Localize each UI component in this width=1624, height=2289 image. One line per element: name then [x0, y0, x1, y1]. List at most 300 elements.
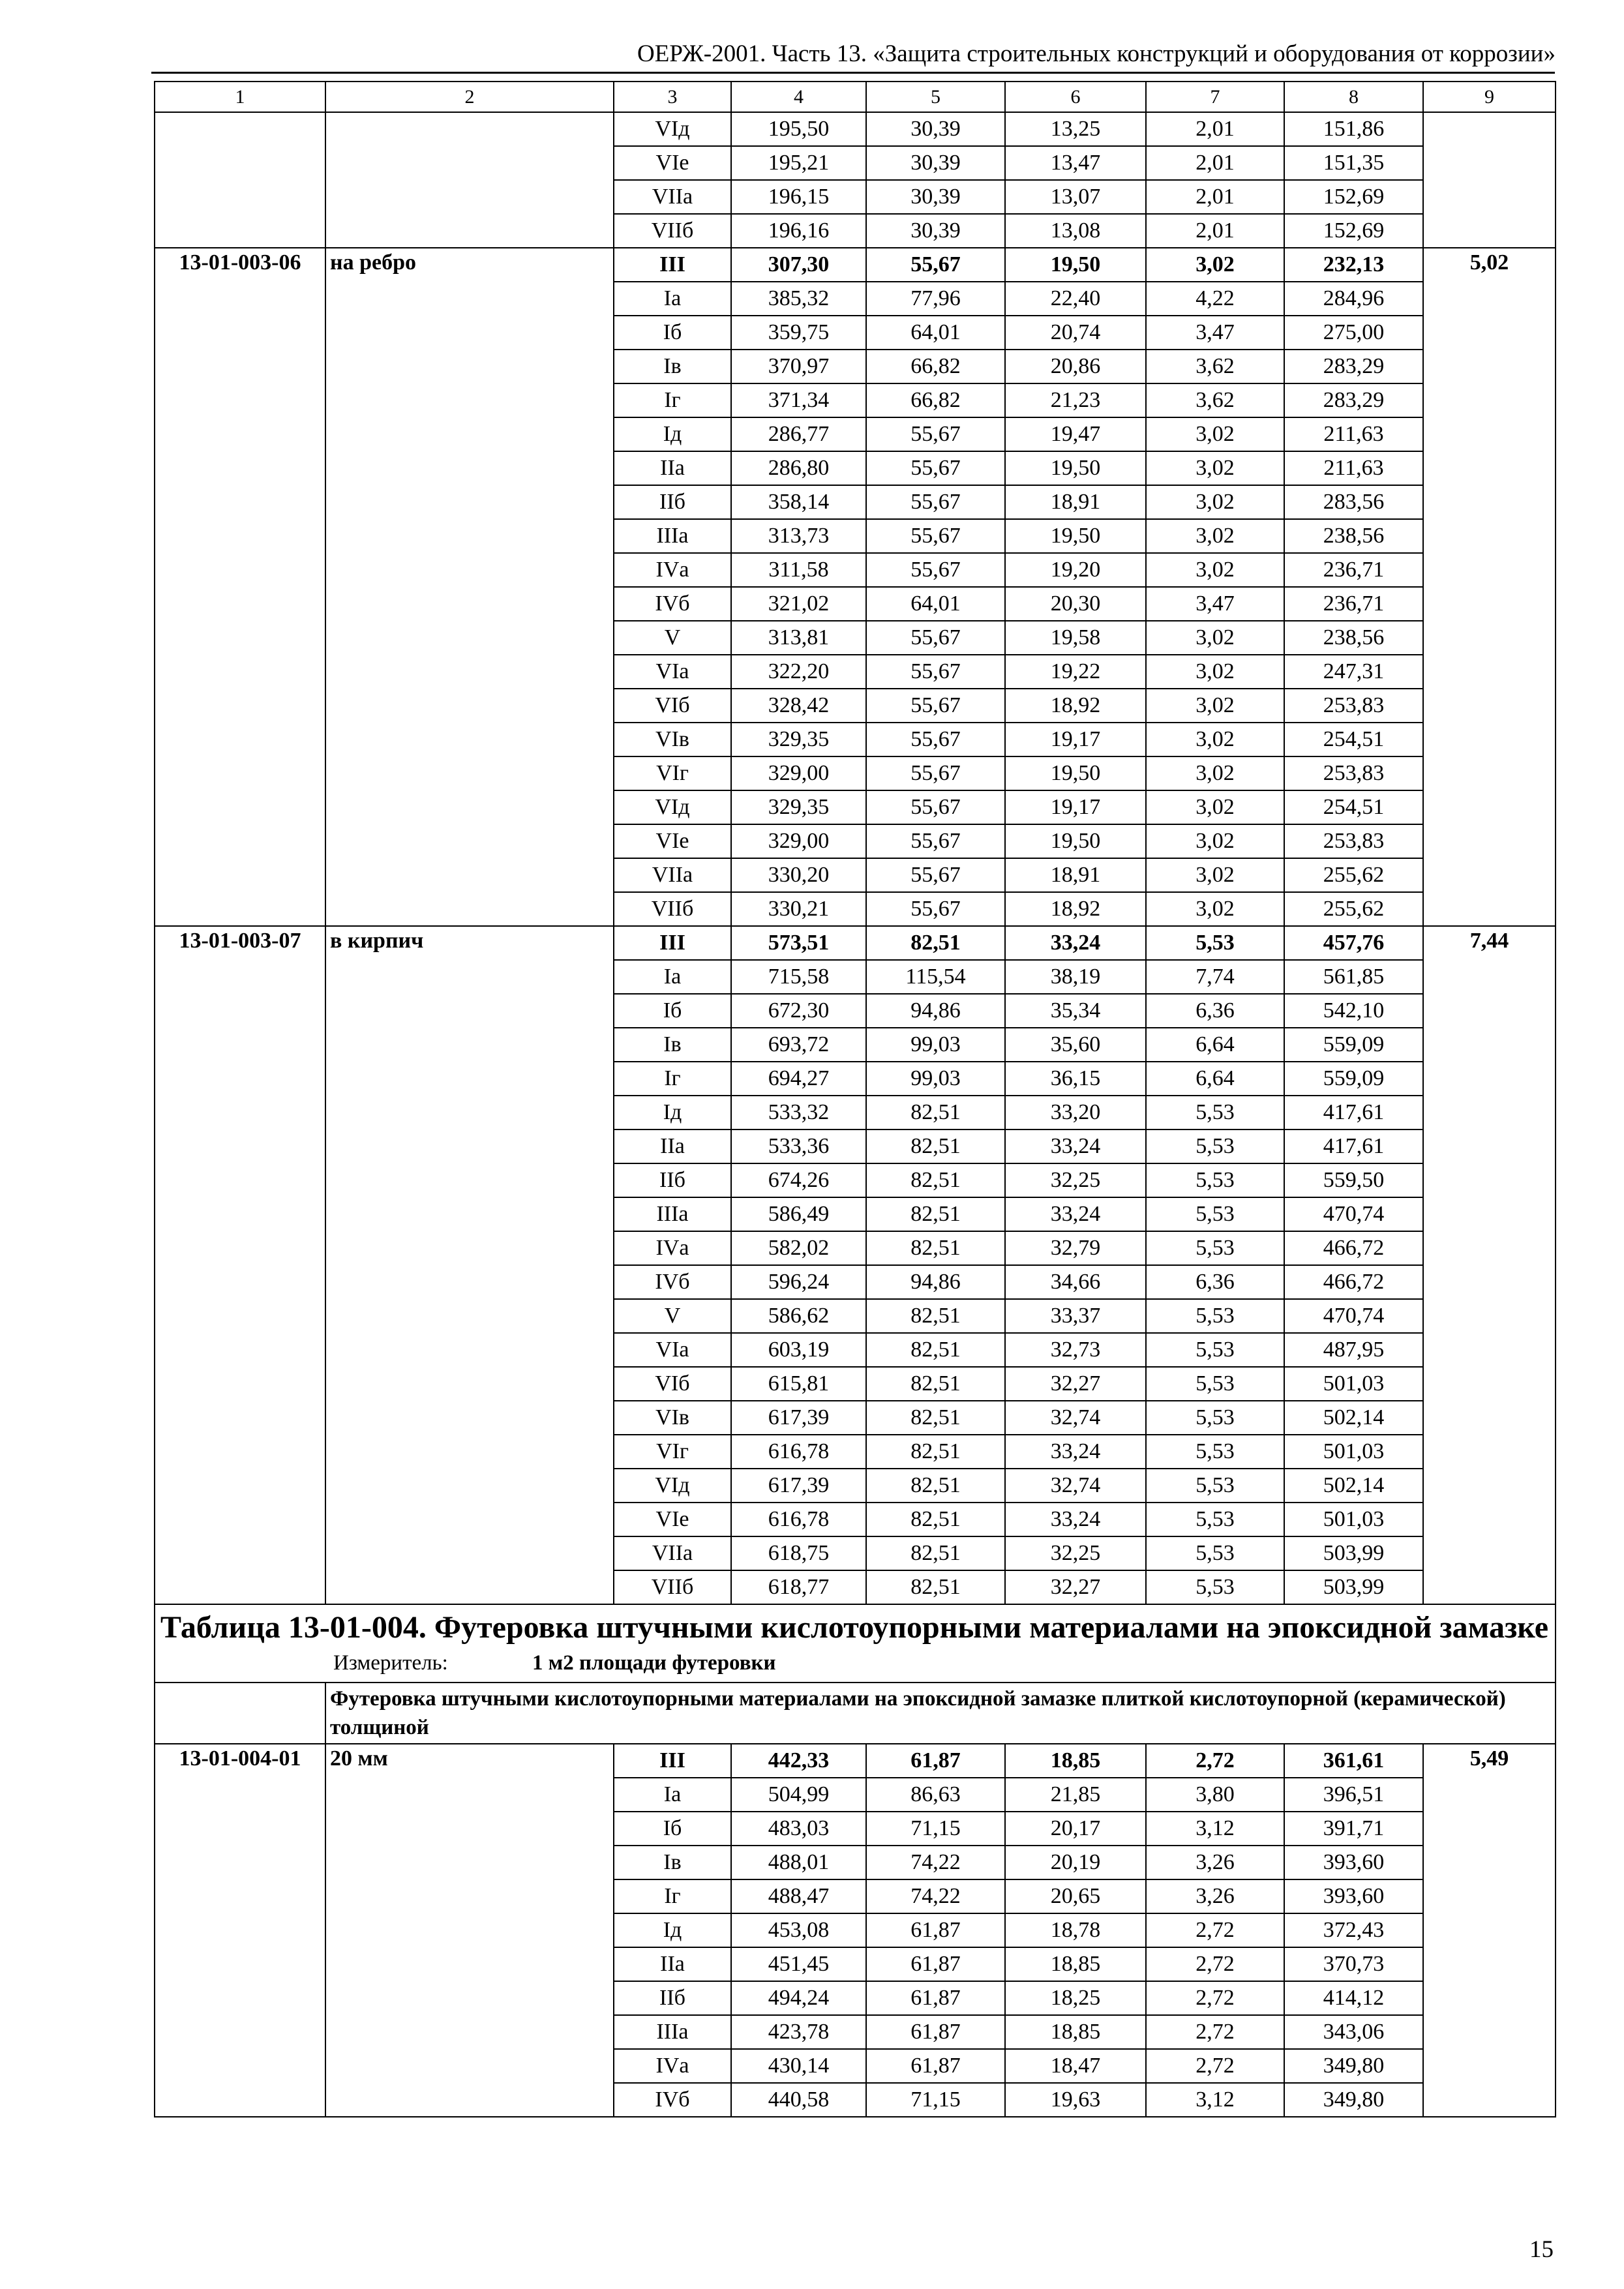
wages-cell: 82,51: [866, 1435, 1005, 1469]
machinist-wages-cell: 5,53: [1146, 1536, 1284, 1570]
machines-cell: 35,34: [1005, 994, 1146, 1028]
machines-cell: 20,74: [1005, 316, 1146, 350]
direct-costs-cell: 330,20: [731, 858, 866, 892]
direct-costs-cell: 603,19: [731, 1333, 866, 1367]
machinist-wages-cell: 6,36: [1146, 1265, 1284, 1299]
wages-cell: 82,51: [866, 1536, 1005, 1570]
machinist-wages-cell: 3,02: [1146, 417, 1284, 451]
zone-cell: Iв: [614, 1846, 731, 1879]
machines-cell: 35,60: [1005, 1028, 1146, 1062]
item-code-cell: [155, 112, 325, 248]
direct-costs-cell: 195,50: [731, 112, 866, 146]
materials-cell: 349,80: [1284, 2049, 1423, 2083]
machines-cell: 19,58: [1005, 621, 1146, 655]
zone-cell: Iа: [614, 1778, 731, 1812]
wages-cell: 77,96: [866, 282, 1005, 316]
materials-cell: 211,63: [1284, 417, 1423, 451]
zone-cell: VIд: [614, 1469, 731, 1503]
machinist-wages-cell: 3,02: [1146, 519, 1284, 553]
zone-cell: VIIб: [614, 892, 731, 926]
zone-cell: Iд: [614, 1096, 731, 1130]
machinist-wages-cell: 3,02: [1146, 451, 1284, 485]
machinist-wages-cell: 3,02: [1146, 553, 1284, 587]
materials-cell: 255,62: [1284, 858, 1423, 892]
machinist-wages-cell: 3,02: [1146, 892, 1284, 926]
machines-cell: 18,85: [1005, 1947, 1146, 1981]
wages-cell: 66,82: [866, 350, 1005, 383]
section-description-row: [155, 1683, 1556, 1744]
direct-costs-cell: 694,27: [731, 1062, 866, 1096]
zone-cell: IIб: [614, 1981, 731, 2015]
wages-cell: 82,51: [866, 926, 1005, 960]
materials-cell: 487,95: [1284, 1333, 1423, 1367]
machines-cell: 32,74: [1005, 1401, 1146, 1435]
materials-cell: 283,29: [1284, 350, 1423, 383]
direct-costs-cell: 313,81: [731, 621, 866, 655]
column-number-cell: 5: [866, 82, 1005, 112]
materials-cell: 396,51: [1284, 1778, 1423, 1812]
wages-cell: 82,51: [866, 1469, 1005, 1503]
machinist-wages-cell: 2,72: [1146, 1981, 1284, 2015]
machinist-wages-cell: 5,53: [1146, 1096, 1284, 1130]
column-number-cell: 2: [325, 82, 614, 112]
machines-cell: 13,07: [1005, 180, 1146, 214]
materials-cell: 372,43: [1284, 1913, 1423, 1947]
materials-cell: 502,14: [1284, 1469, 1423, 1503]
wages-cell: 82,51: [866, 1570, 1005, 1604]
machines-cell: 21,85: [1005, 1778, 1146, 1812]
machinist-wages-cell: 6,64: [1146, 1062, 1284, 1096]
machines-cell: 20,30: [1005, 587, 1146, 621]
machinist-wages-cell: 5,53: [1146, 1570, 1284, 1604]
machines-cell: 20,86: [1005, 350, 1146, 383]
wages-cell: 30,39: [866, 146, 1005, 180]
machinist-wages-cell: 5,53: [1146, 1435, 1284, 1469]
table-row: [155, 248, 1556, 282]
direct-costs-cell: 330,21: [731, 892, 866, 926]
machines-cell: 32,25: [1005, 1163, 1146, 1197]
column-number-cell: 8: [1284, 82, 1423, 112]
direct-costs-cell: 494,24: [731, 1981, 866, 2015]
direct-costs-cell: 617,39: [731, 1401, 866, 1435]
zone-cell: III: [614, 248, 731, 282]
wages-cell: 55,67: [866, 723, 1005, 756]
materials-cell: 559,09: [1284, 1062, 1423, 1096]
machines-cell: 33,24: [1005, 1197, 1146, 1231]
machinist-wages-cell: 5,53: [1146, 1401, 1284, 1435]
labor-cost-cell: [1423, 112, 1556, 248]
wages-cell: 115,54: [866, 960, 1005, 994]
zone-cell: Iв: [614, 1028, 731, 1062]
zone-cell: III: [614, 1744, 731, 1778]
machinist-wages-cell: 6,36: [1146, 994, 1284, 1028]
machinist-wages-cell: 2,01: [1146, 214, 1284, 248]
machinist-wages-cell: 3,02: [1146, 621, 1284, 655]
materials-cell: 152,69: [1284, 214, 1423, 248]
machinist-wages-cell: 3,02: [1146, 790, 1284, 824]
description-cell: [325, 1683, 1556, 1744]
wages-cell: 55,67: [866, 519, 1005, 553]
materials-cell: 236,71: [1284, 587, 1423, 621]
materials-cell: 151,86: [1284, 112, 1423, 146]
wages-cell: 30,39: [866, 214, 1005, 248]
machinist-wages-cell: 3,80: [1146, 1778, 1284, 1812]
labor-cost-cell: 5,49: [1423, 1744, 1556, 2117]
machinist-wages-cell: 2,72: [1146, 1744, 1284, 1778]
machines-cell: 18,25: [1005, 1981, 1146, 2015]
wages-cell: 55,67: [866, 553, 1005, 587]
materials-cell: 393,60: [1284, 1846, 1423, 1879]
wages-cell: 66,82: [866, 383, 1005, 417]
machines-cell: 32,27: [1005, 1367, 1146, 1401]
page-number: 15: [1529, 2236, 1554, 2263]
machines-cell: 13,47: [1005, 146, 1146, 180]
wages-cell: 94,86: [866, 994, 1005, 1028]
zone-cell: IIб: [614, 1163, 731, 1197]
zone-cell: IIIа: [614, 519, 731, 553]
zone-cell: VIе: [614, 146, 731, 180]
machines-cell: 38,19: [1005, 960, 1146, 994]
machines-cell: 18,78: [1005, 1913, 1146, 1947]
machines-cell: 13,25: [1005, 112, 1146, 146]
machines-cell: 18,92: [1005, 689, 1146, 723]
direct-costs-cell: 321,02: [731, 587, 866, 621]
wages-cell: 99,03: [866, 1028, 1005, 1062]
materials-cell: 255,62: [1284, 892, 1423, 926]
wages-cell: 82,51: [866, 1401, 1005, 1435]
zone-cell: VIIа: [614, 858, 731, 892]
table-title: Таблица 13-01-004. Футеровка штучными кислотоупорными материалами на эпоксидной замазке: [160, 1610, 1549, 1645]
machinist-wages-cell: 3,02: [1146, 756, 1284, 790]
materials-cell: 254,51: [1284, 790, 1423, 824]
machinist-wages-cell: 3,26: [1146, 1846, 1284, 1879]
direct-costs-cell: 313,73: [731, 519, 866, 553]
wages-cell: 71,15: [866, 2083, 1005, 2117]
machinist-wages-cell: 5,53: [1146, 1231, 1284, 1265]
zone-cell: VIIб: [614, 1570, 731, 1604]
zone-cell: IIа: [614, 1130, 731, 1163]
direct-costs-cell: 286,77: [731, 417, 866, 451]
machines-cell: 18,91: [1005, 858, 1146, 892]
column-number-cell: 1: [155, 82, 325, 112]
materials-cell: 501,03: [1284, 1367, 1423, 1401]
wages-cell: 99,03: [866, 1062, 1005, 1096]
direct-costs-cell: 586,62: [731, 1299, 866, 1333]
machines-cell: 13,08: [1005, 214, 1146, 248]
description-spacer-cell: [155, 1683, 325, 1744]
wages-cell: 55,67: [866, 892, 1005, 926]
machines-cell: 33,37: [1005, 1299, 1146, 1333]
direct-costs-cell: 453,08: [731, 1913, 866, 1947]
zone-cell: VIIа: [614, 180, 731, 214]
zone-cell: IIб: [614, 485, 731, 519]
direct-costs-cell: 322,20: [731, 655, 866, 689]
zone-cell: Iа: [614, 960, 731, 994]
wages-cell: 30,39: [866, 112, 1005, 146]
direct-costs-cell: 616,78: [731, 1503, 866, 1536]
materials-cell: 559,09: [1284, 1028, 1423, 1062]
zone-cell: III: [614, 926, 731, 960]
direct-costs-cell: 483,03: [731, 1812, 866, 1846]
materials-cell: 151,35: [1284, 146, 1423, 180]
machines-cell: 19,50: [1005, 519, 1146, 553]
direct-costs-cell: 196,15: [731, 180, 866, 214]
machinist-wages-cell: 5,53: [1146, 1367, 1284, 1401]
wages-cell: 82,51: [866, 1096, 1005, 1130]
zone-cell: Iг: [614, 1062, 731, 1096]
direct-costs-cell: 440,58: [731, 2083, 866, 2117]
machinist-wages-cell: 3,26: [1146, 1879, 1284, 1913]
zone-cell: Iб: [614, 1812, 731, 1846]
labor-cost-cell: 5,02: [1423, 248, 1556, 926]
machines-cell: 19,17: [1005, 723, 1146, 756]
machines-cell: 19,63: [1005, 2083, 1146, 2117]
materials-cell: 457,76: [1284, 926, 1423, 960]
wages-cell: 61,87: [866, 1981, 1005, 2015]
direct-costs-cell: 328,42: [731, 689, 866, 723]
machines-cell: 33,24: [1005, 1503, 1146, 1536]
zone-cell: Iб: [614, 316, 731, 350]
materials-cell: 417,61: [1284, 1096, 1423, 1130]
zone-cell: Iг: [614, 383, 731, 417]
machinist-wages-cell: 2,72: [1146, 2015, 1284, 2049]
machinist-wages-cell: 3,47: [1146, 587, 1284, 621]
direct-costs-cell: 359,75: [731, 316, 866, 350]
zone-cell: IIIа: [614, 2015, 731, 2049]
materials-cell: 253,83: [1284, 824, 1423, 858]
machinist-wages-cell: 3,02: [1146, 248, 1284, 282]
wages-cell: 30,39: [866, 180, 1005, 214]
zone-cell: Iд: [614, 417, 731, 451]
wages-cell: 55,67: [866, 417, 1005, 451]
machines-cell: 20,19: [1005, 1846, 1146, 1879]
direct-costs-cell: 307,30: [731, 248, 866, 282]
table-row: [155, 112, 1556, 146]
materials-cell: 254,51: [1284, 723, 1423, 756]
machines-cell: 33,24: [1005, 926, 1146, 960]
item-name-cell: 20 мм: [325, 1744, 614, 2117]
direct-costs-cell: 618,77: [731, 1570, 866, 1604]
materials-cell: 238,56: [1284, 621, 1423, 655]
materials-cell: 275,00: [1284, 316, 1423, 350]
materials-cell: 502,14: [1284, 1401, 1423, 1435]
section-description: Футеровка штучными кислотоупорными материалами на эпоксидной замазке плиткой кислотоупорной (керамической) толщиной: [330, 1687, 1506, 1739]
direct-costs-cell: 329,00: [731, 824, 866, 858]
materials-cell: 211,63: [1284, 451, 1423, 485]
machines-cell: 19,47: [1005, 417, 1146, 451]
zone-cell: IIIа: [614, 1197, 731, 1231]
materials-cell: 501,03: [1284, 1435, 1423, 1469]
machines-cell: 20,17: [1005, 1812, 1146, 1846]
item-name-cell: в кирпич: [325, 926, 614, 1604]
item-code-cell: 13-01-003-07: [155, 926, 325, 1604]
machinist-wages-cell: 3,62: [1146, 383, 1284, 417]
zone-cell: Iа: [614, 282, 731, 316]
machinist-wages-cell: 3,02: [1146, 723, 1284, 756]
materials-cell: 284,96: [1284, 282, 1423, 316]
direct-costs-cell: 442,33: [731, 1744, 866, 1778]
zone-cell: VIа: [614, 655, 731, 689]
wages-cell: 61,87: [866, 2049, 1005, 2083]
wages-cell: 82,51: [866, 1333, 1005, 1367]
table-body: [155, 82, 1556, 2117]
materials-cell: 393,60: [1284, 1879, 1423, 1913]
zone-cell: VIIб: [614, 214, 731, 248]
machines-cell: 32,25: [1005, 1536, 1146, 1570]
wages-cell: 82,51: [866, 1163, 1005, 1197]
zone-cell: VIб: [614, 689, 731, 723]
machinist-wages-cell: 5,53: [1146, 1503, 1284, 1536]
header-rule: [151, 72, 1555, 74]
direct-costs-cell: 533,36: [731, 1130, 866, 1163]
materials-cell: 503,99: [1284, 1570, 1423, 1604]
meter-value: 1 м2 площади футеровки: [532, 1651, 776, 1675]
column-number-cell: 3: [614, 82, 731, 112]
materials-cell: 343,06: [1284, 2015, 1423, 2049]
wages-cell: 55,67: [866, 858, 1005, 892]
machinist-wages-cell: 5,53: [1146, 1197, 1284, 1231]
machines-cell: 19,17: [1005, 790, 1146, 824]
materials-cell: 559,50: [1284, 1163, 1423, 1197]
wages-cell: 55,67: [866, 790, 1005, 824]
wages-cell: 74,22: [866, 1879, 1005, 1913]
machines-cell: 33,24: [1005, 1130, 1146, 1163]
machines-cell: 22,40: [1005, 282, 1146, 316]
section-title-cell: [155, 1604, 1556, 1683]
materials-cell: 247,31: [1284, 655, 1423, 689]
machines-cell: 34,66: [1005, 1265, 1146, 1299]
wages-cell: 55,67: [866, 485, 1005, 519]
direct-costs-cell: 693,72: [731, 1028, 866, 1062]
direct-costs-cell: 423,78: [731, 2015, 866, 2049]
materials-cell: 253,83: [1284, 689, 1423, 723]
direct-costs-cell: 596,24: [731, 1265, 866, 1299]
machines-cell: 36,15: [1005, 1062, 1146, 1096]
machinist-wages-cell: 3,02: [1146, 858, 1284, 892]
item-code-cell: 13-01-003-06: [155, 248, 325, 926]
materials-cell: 501,03: [1284, 1503, 1423, 1536]
materials-cell: 391,71: [1284, 1812, 1423, 1846]
wages-cell: 71,15: [866, 1812, 1005, 1846]
zone-cell: VIа: [614, 1333, 731, 1367]
wages-cell: 61,87: [866, 2015, 1005, 2049]
direct-costs-cell: 618,75: [731, 1536, 866, 1570]
machinist-wages-cell: 3,02: [1146, 485, 1284, 519]
machinist-wages-cell: 5,53: [1146, 1333, 1284, 1367]
machinist-wages-cell: 3,02: [1146, 689, 1284, 723]
materials-cell: 349,80: [1284, 2083, 1423, 2117]
machines-cell: 32,27: [1005, 1570, 1146, 1604]
zone-cell: IVб: [614, 2083, 731, 2117]
materials-cell: 414,12: [1284, 1981, 1423, 2015]
direct-costs-cell: 196,16: [731, 214, 866, 248]
machines-cell: 18,47: [1005, 2049, 1146, 2083]
item-name-cell: на ребро: [325, 248, 614, 926]
section-title-row: [155, 1604, 1556, 1683]
direct-costs-cell: 329,00: [731, 756, 866, 790]
machinist-wages-cell: 5,53: [1146, 926, 1284, 960]
wages-cell: 74,22: [866, 1846, 1005, 1879]
zone-cell: VIв: [614, 723, 731, 756]
machinist-wages-cell: 5,53: [1146, 1130, 1284, 1163]
wages-cell: 55,67: [866, 655, 1005, 689]
machines-cell: 18,85: [1005, 2015, 1146, 2049]
column-number-cell: 9: [1423, 82, 1556, 112]
zone-cell: IVб: [614, 1265, 731, 1299]
machines-cell: 32,79: [1005, 1231, 1146, 1265]
wages-cell: 64,01: [866, 587, 1005, 621]
wages-cell: 82,51: [866, 1197, 1005, 1231]
zone-cell: IVа: [614, 553, 731, 587]
materials-cell: 232,13: [1284, 248, 1423, 282]
zone-cell: VIг: [614, 1435, 731, 1469]
zone-cell: VIе: [614, 1503, 731, 1536]
direct-costs-cell: 358,14: [731, 485, 866, 519]
machines-cell: 21,23: [1005, 383, 1146, 417]
wages-cell: 55,67: [866, 689, 1005, 723]
materials-cell: 361,61: [1284, 1744, 1423, 1778]
materials-cell: 466,72: [1284, 1265, 1423, 1299]
machinist-wages-cell: 2,72: [1146, 1947, 1284, 1981]
labor-cost-cell: 7,44: [1423, 926, 1556, 1604]
machines-cell: 19,22: [1005, 655, 1146, 689]
zone-cell: VIIа: [614, 1536, 731, 1570]
wages-cell: 55,67: [866, 756, 1005, 790]
zone-cell: IVа: [614, 2049, 731, 2083]
zone-cell: IVа: [614, 1231, 731, 1265]
wages-cell: 86,63: [866, 1778, 1005, 1812]
wages-cell: 82,51: [866, 1130, 1005, 1163]
zone-cell: IIа: [614, 451, 731, 485]
machinist-wages-cell: 5,53: [1146, 1163, 1284, 1197]
table-row: [155, 926, 1556, 960]
meter-line: [160, 1647, 1550, 1679]
wages-cell: 55,67: [866, 451, 1005, 485]
machines-cell: 20,65: [1005, 1879, 1146, 1913]
wages-cell: 82,51: [866, 1367, 1005, 1401]
materials-cell: 417,61: [1284, 1130, 1423, 1163]
materials-cell: 152,69: [1284, 180, 1423, 214]
materials-cell: 470,74: [1284, 1197, 1423, 1231]
machinist-wages-cell: 7,74: [1146, 960, 1284, 994]
item-code-cell: 13-01-004-01: [155, 1744, 325, 2117]
machinist-wages-cell: 2,01: [1146, 112, 1284, 146]
machines-cell: 19,50: [1005, 756, 1146, 790]
direct-costs-cell: 329,35: [731, 723, 866, 756]
wages-cell: 55,67: [866, 248, 1005, 282]
materials-cell: 370,73: [1284, 1947, 1423, 1981]
zone-cell: VIд: [614, 790, 731, 824]
zone-cell: VIв: [614, 1401, 731, 1435]
materials-cell: 542,10: [1284, 994, 1423, 1028]
wages-cell: 64,01: [866, 316, 1005, 350]
table-row: [155, 1744, 1556, 1778]
direct-costs-cell: 582,02: [731, 1231, 866, 1265]
machinist-wages-cell: 3,12: [1146, 1812, 1284, 1846]
machinist-wages-cell: 2,01: [1146, 146, 1284, 180]
machines-cell: 19,20: [1005, 553, 1146, 587]
machines-cell: 18,85: [1005, 1744, 1146, 1778]
meter-label: Измеритель:: [333, 1651, 448, 1675]
direct-costs-cell: 674,26: [731, 1163, 866, 1197]
direct-costs-cell: 616,78: [731, 1435, 866, 1469]
machines-cell: 33,20: [1005, 1096, 1146, 1130]
machinist-wages-cell: 3,02: [1146, 824, 1284, 858]
materials-cell: 561,85: [1284, 960, 1423, 994]
direct-costs-cell: 329,35: [731, 790, 866, 824]
machinist-wages-cell: 3,12: [1146, 2083, 1284, 2117]
materials-cell: 283,56: [1284, 485, 1423, 519]
